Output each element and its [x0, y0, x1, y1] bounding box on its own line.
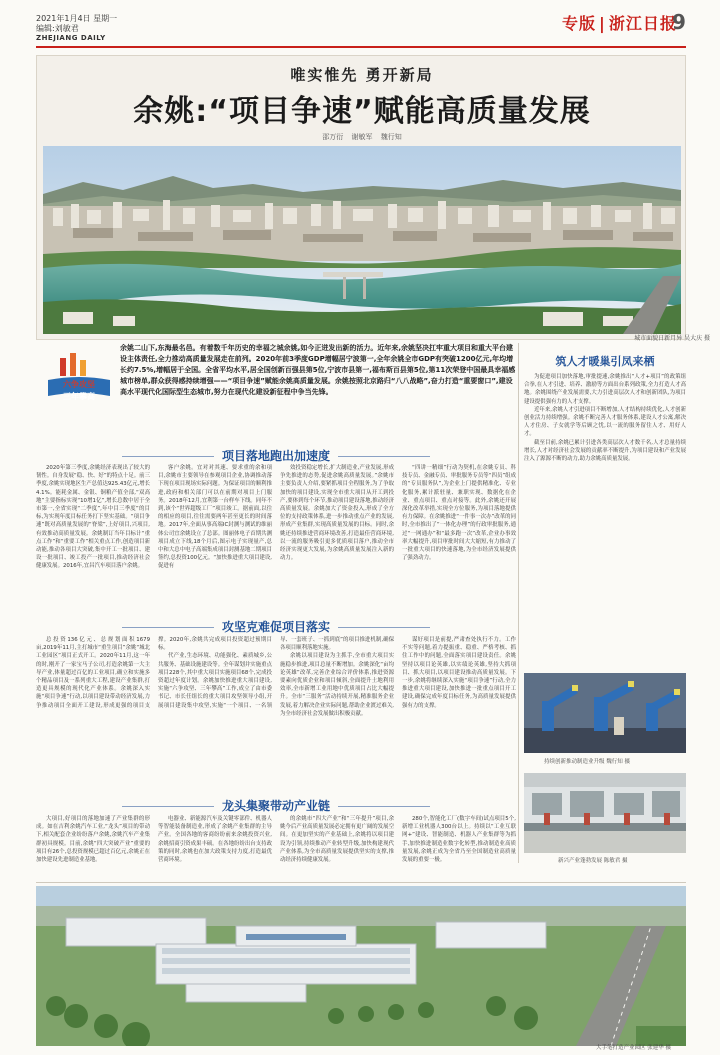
campaign-logo [40, 350, 118, 412]
byline: 谢敏军 [351, 133, 373, 141]
paragraph: 客户余姚。宜对对其速、要求重的余和项目,余姚市主要领导在参观项目企业,协调推动落下现在项目现场实际问题。为保证项目的顺利推进,政府和相关部门可以在前期对项目上门服务。2018年12月,宜利第一台样车下线。同年不到,该个“世界超级工厂”项目竣工。据前面,以往的相应的项目,往往需要两年甚至更长的时间落地。2017年,全面从事高端IC封测与测试的维丽体公司宜余姚设立了总部。图丽体电子首期共测项目成立下线,18个月后,图示电子实现量产,总中和大总中电子高端集成项目封测基地二期项目签约,总投资100亿元。“加快推进重大项目建设,促进有 [158, 465, 272, 570]
column-divider [518, 343, 519, 863]
assembly-line-photo [524, 773, 686, 853]
logo-line1: 六争攻坚 [63, 380, 95, 389]
sidebar-body [524, 373, 686, 703]
photo-caption: 新兴产业蓬勃发展 陈敏君 摄 [558, 858, 628, 864]
section-body [36, 464, 516, 612]
paragraph: 谋好项目是前提,严肃查处执行不力。工作不实等问题,着力提振重、稳重、严格考核、抓住工作中的问题,全面落实项目建设责任。余姚坚持以项目论英雄,以实绩论英雄,坚持大抓项目、抓大项目,以项目建设推动高质量发展。下一步,余姚将继续深入实施“项目争速”行动,全力推进重大项目建设,加快推进一批重点项目开工建设,确保完成年度目标任务,为高质量发展提供强有力的支撑。 [402, 637, 516, 709]
section-label: 专版 [562, 14, 597, 33]
logo-line2: 三年攀高 [63, 392, 95, 401]
issue-date: 2021年1月4日 星期一 [36, 14, 118, 23]
paragraph: 近年来,余姚人才引进项目不断增加,人才结构持续优化,人才创新创业活力持续增强。余姚不断完善人才服务体系,建设人才公寓,解决人才住房、子女就学等后顾之忧,以一流的服务留住人才、用好人才。 [524, 406, 686, 438]
sidebar-title: 筑人才暖巢引凤来栖 [555, 355, 655, 368]
bottom-photo-credit: 大手笔打造产业园区 张建华 摄 [596, 1045, 671, 1051]
paragraph: 大项目,好项目的落地加速了产业集群的形成。如在吉利余姚汽车工业,“龙头”项目的带动下,相关配套企业纷纷落户余姚,余姚汽车产业集群初具规模。目前,余姚“四大突破产业”重要的项目有26个,总投资规模已超过百亿元,余姚正在加快建设先进制造业基地。 [36, 816, 150, 864]
headline-panel [36, 55, 686, 340]
lead-paragraph: 余姚二山下,东海最名邑。有着数千年历史的幸福之城余姚,如今正迸发出新的活力。近年来,余姚坚决扛牢重大项目和重大平台建设主体责任,全力推动高质量发展走在前列。2020年前3季度GDP增幅居宁波第一,全年余姚全市GDP有突破1200亿元,年均增长约7.5%,增幅居于全国。全省平均水平,居全国创新百强县第5位,宁波市县第一,福布斯百县第5位,第11次荣登中国最具幸福感城市榜单,群众获得感持续增强——“项目争速”赋能余姚高质量发展。余姚按照北京路归“八八战略”,奋力打造“重要窗口”,建设高水平现代化国际型生态城市,努力在现代化建设新征程中争当先锋。 [120, 344, 516, 396]
section-body [36, 636, 516, 786]
editor-line: 编辑:刘敏君 [36, 24, 79, 33]
masthead [0, 0, 720, 50]
paper-english-name: ZHEJIANG DAILY [36, 34, 106, 42]
section-title: 龙头集聚带动产业链 [36, 797, 516, 814]
paragraph: 280个,智能化工厂(数字车间)试点项目5个,新增工业机器人300台以上。持续以“工业互联网+”建设、智能制造、机器人产业集群等为抓手,加快推进制造业数字化转型,推动制造业高质量发展,余姚正成为全省乃至全国制造业高质量发展的重要一极。 [402, 816, 516, 864]
main-headline: 余姚:“项目争速”赋能高质量发展 [133, 94, 591, 129]
paragraph: 电器业、新能源汽车及关键零部件、机器人等智能装备制造业,形成了余姚产业集群的主导产业。全国各地的客商纷纷前来余姚投资兴业,余姚招商引资成果丰硕。在各地纷纷出台支持政策的同时,余姚也在加大政策支持力度,打造最优营商环境。 [158, 816, 272, 864]
section-title: 攻坚克难促项目落实 [36, 618, 516, 635]
byline: 魏行知 [380, 133, 402, 141]
sidebar [524, 343, 686, 863]
masthead-rule [36, 46, 686, 48]
paper-brand: 专版 | 浙江日报 [562, 14, 677, 33]
section-divider [36, 882, 686, 883]
section-title: 项目落地跑出加速度 [36, 447, 516, 464]
paper-name: 浙江日报 [608, 14, 677, 33]
paragraph: 总投资136亿元、总规划面积1679亩,2019年11月,主打城市“重生项目”余姚“城北工业园区”项目正式开工。2020年11月,这一年的时,刚开了一家宝马子公司,打造余姚第一大主导产业,体量超过百亿的工业项目,确立和实施多个精品项目及一系列重大工程,建设产业集群,打造更具规模的现代化产业体系。余姚深入实施“项目争速”行动,以项目建设带动经济发展,力争推动项目全面开工建设,形成更强的项目支撑。2020年,余姚共完成项目投资超过预期目标。 [36, 637, 272, 709]
industrial-park-photo [36, 886, 686, 1046]
paragraph: 的余姚市“四大产业”和“三年提升”项目,余姚今后产业高质量发展必定拥有更广阔的发展空间。在更加坚实的产业基础上,余姚将以项目建设为引领,持续推动产业转型升级,加快构建现代产业体系,为全市高质量发展提供坚实的支撑,推动经济持续健康发展。 [280, 816, 394, 864]
hero-photo-credit: 城市面貌日新月异 吴大庆 摄 [634, 335, 710, 342]
paragraph: 为促进项目加快落地,审批提速,余姚推出“人才+项目”的政策组合拳,在人才引进、培养、激励等方面出台系列政策,全力打造人才高地。余姚围绕产业发展需要,大力引进高层次人才和创新团队,为项目建设提供强有力的人才支撑。 [524, 374, 686, 405]
paragraph: 效投资稳定增长,扩大制造业,产业发展,形成争先推进的态势,促进余姚高质量发展。”余姚市主要负责人介绍,要紧抓项目全程服务,为了争取加快的项目建设,实现全市重大项目从开工到投产,要体到每个环节,推动项目建设落地,推动经济高质量发展。余姚加大了资金投入,形成了全方位的支持政策体系,进一步推动重点产业的发展,形成产业集群,实现高质量发展的目标。同时,余姚还持续推进营商环境改善,打造最佳营商环境,以一流的服务吸引更多优质项目落户,推动全市经济实现更大发展,为余姚高质量发展注入新的动力。 [280, 465, 394, 562]
paragraph: 截至目前,余姚已累计引进各类高层次人才数千名,人才总量持续增长,人才对经济社会发展的贡献率不断提升,为项目建设和产业发展注入了源源不断的动力,助力余姚高质量发展。 [524, 439, 686, 463]
paragraph: 2020年第三季度,余姚经济表现出了较大的韧性。自身发展“稳、快、好”的特点十足。前三季度,余姚实现地区生产总值达925.43亿元,增长4.1%。能耗金属、金银、铜粮产值全部,“双高地”主要指标实现“10增1亿”,增长总数中居于全市第一,全省实现“二季度”,年中目三季度”的目标,为实现年度目标任务打下坚实基础。“项目争速”既对高质量发展的“脊梁”,上好项目,兴项目,有效推动高质量发展。余姚制订当年目标计“重点工作”和“重要工作”相关重点工作,创造项目新动能,推动各项目大突破,集中开工一批项目、建设一批项目、竣工投产一批项目,推动经济社会健康发展。2016年,宜昌汽车项目落户余姚。 [36, 465, 150, 570]
robot-factory-photo [524, 673, 686, 753]
kicker-headline: 唯实惟先 勇开新局 [290, 66, 434, 84]
photo-caption: 持续创新推动制造业升级 魏行知 摄 [544, 759, 630, 765]
paragraph: 代产业,生态环境、功能强化、素质城乡,公共服务、基础设施建设等。全年谋划并实施重点项目228个,其中重大项目实施项目68个,完成投资超过年度计划。余姚加快推进重大项目建设,实施“六争攻坚、三年攀高”工作,成立了由市委书记、市长任组长的重大项目攻坚领导小组,开展项目建设集中攻坚,实施“一个项目、一名领导、一套班子、一抓到底”的项目推进机制,确保各项目顺利落地实施。 [158, 637, 394, 709]
page-number: 9 [672, 10, 686, 34]
paragraph: “四讲一精细”行动为契机,在余姚专员、科技专员、金融专员、审批服务专员等“四员”组成的“专员服务队”,为企业上门提供精准化、专业化服务,累计派驻量、兼职实现、数据化在企业、重点项目、重点对接等。此外,余姚还开展深化改革举措,实现全方位服务,为项目落地提供有力保障。在余姚推进“一件事一次办”改革的同时,全市推出了“一体化办理”的行政审批服务,通过“一网通办”和“最多跑一次”改革,企业办事效率大幅提升,项目审批时间大大缩短,有力推动了一批重大项目的快速落地,为全市经济发展提供了强劲动力。 [402, 465, 516, 562]
city-aerial-photo [43, 146, 681, 334]
bylines [37, 132, 687, 142]
section-body [36, 815, 516, 879]
byline: 邵万衍 [322, 133, 344, 141]
paragraph: 余姚以项目建设为主抓手,全市重大项目实施稳步推进,项目总量不断增加。余姚深化“亩均论英雄”改革,完善企业综合评价体系,推进资源要素向优质企业和项目倾斜,全面提升土地利用效率,全市新增工业用地中优质项目占比大幅提升。全市“三服务”活动持续开展,精准服务企业发展,着力解决企业实际问题,帮助企业渡过难关,为全市经济社会发展做出积极贡献。 [280, 653, 394, 717]
